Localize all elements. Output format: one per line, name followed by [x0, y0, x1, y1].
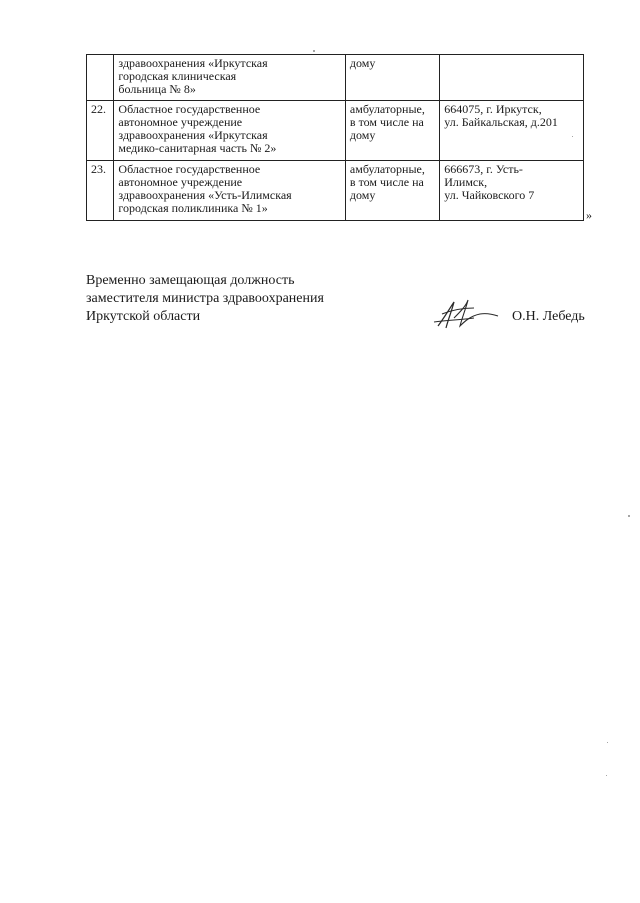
organization-address: 664075, г. Иркутск, ул. Байкальская, д.201 [440, 101, 584, 161]
signatory-line: Временно замещающая должность [86, 273, 295, 288]
scan-speck [606, 775, 607, 776]
table-row [87, 55, 584, 101]
row-number [87, 55, 114, 101]
signatory-name: О.Н. Лебедь [512, 309, 585, 324]
signatory-line: заместителя министра здравоохранения [86, 291, 324, 306]
signatory-line: Иркутской области [86, 309, 201, 324]
handwritten-signature [430, 296, 500, 332]
care-type: амбулаторные, в том числе на дому [345, 161, 439, 221]
organization-name: здравоохранения «Иркутская городская клиническая больница № 8» [114, 55, 345, 101]
scan-speck [313, 50, 315, 52]
scan-speck [607, 742, 608, 743]
table-row [87, 161, 584, 221]
organization-name: Областное государственное автономное учреждение здравоохранения «Иркутская медико-санитарная часть № 2» [114, 101, 345, 161]
closing-quote: » [586, 208, 592, 222]
organization-name: Областное государственное автономное учреждение здравоохранения «Усть-Илимская городская поликлиника № 1» [114, 161, 345, 221]
care-type: дому [345, 55, 439, 101]
table-row [87, 101, 584, 161]
scan-speck [628, 515, 630, 517]
signatory-position [86, 272, 324, 326]
scan-speck [572, 136, 573, 137]
organization-address [440, 55, 584, 101]
row-number: 22. [87, 101, 114, 161]
organization-address: 666673, г. Усть- Илимск, ул. Чайковского 7 [440, 161, 584, 221]
row-number: 23. [87, 161, 114, 221]
care-type: амбулаторные, в том числе на дому [345, 101, 439, 161]
medical-organizations-table [86, 54, 584, 221]
